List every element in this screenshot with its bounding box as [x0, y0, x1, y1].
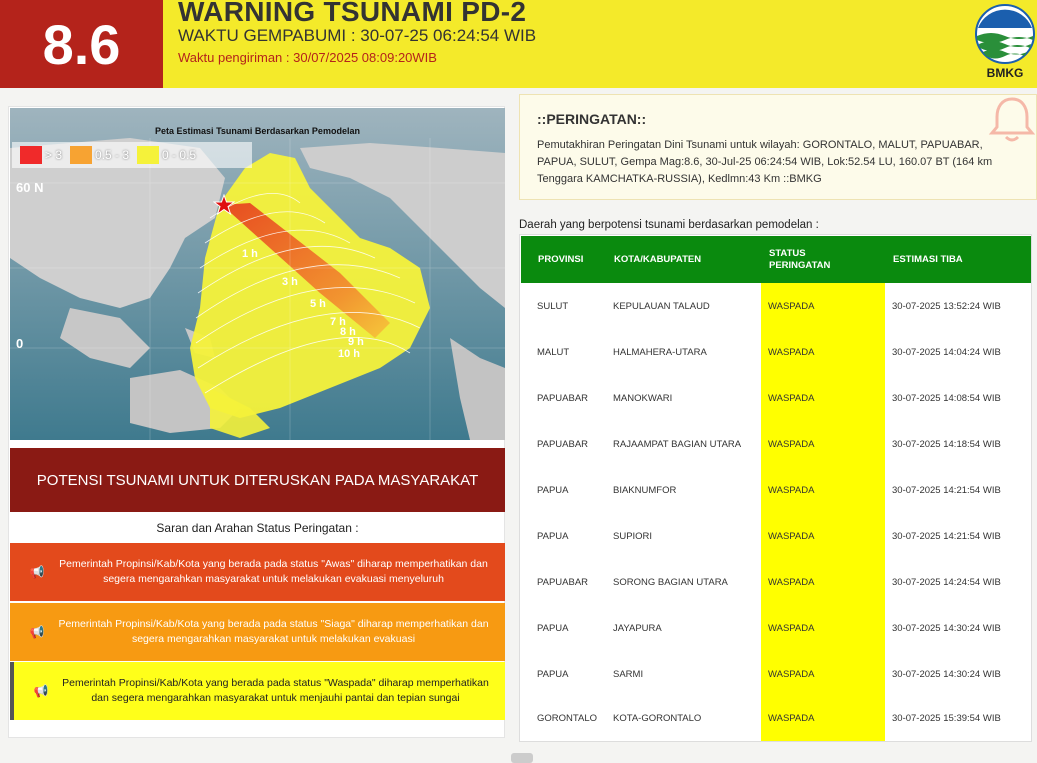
- cell-kota: JAYAPURA: [613, 622, 662, 634]
- cell-status: WASPADA: [768, 622, 815, 634]
- legend-swatch-orange: [70, 146, 92, 164]
- cell-kota: KOTA-GORONTALO: [613, 712, 702, 724]
- cell-tiba: 30-07-2025 15:39:54 WIB: [892, 712, 1001, 724]
- map-panel: [8, 106, 505, 738]
- wave-label: 5 h: [310, 298, 326, 310]
- magnitude-value: 8.6: [42, 12, 121, 76]
- cell-tiba: 30-07-2025 14:30:24 WIB: [892, 622, 1001, 634]
- table-row: [520, 329, 1031, 375]
- col-header-estimasi: ESTIMASI TIBA: [893, 253, 963, 265]
- legend-item: [20, 146, 62, 164]
- wave-label: 3 h: [282, 276, 298, 288]
- map-legend: [12, 142, 252, 168]
- cell-kota: BIAKNUMFOR: [613, 484, 677, 496]
- cell-kota: SUPIORI: [613, 530, 653, 542]
- legend-label: > 3: [45, 148, 63, 162]
- table-row: [520, 605, 1031, 651]
- bell-icon: [986, 95, 1037, 147]
- cell-provinsi: PAPUA: [537, 530, 569, 542]
- cell-tiba: 30-07-2025 14:21:54 WIB: [892, 484, 1001, 496]
- advisory-waspada: [10, 662, 505, 720]
- peringatan-text: Pemutakhiran Peringatan Dini Tsunami untuk wilayah: GORONTALO, MALUT, PAPUABAR, PAPUA, SULUT, Gempa Mag:8.6, 30-Jul-25 06:24:54 WIB, Lok:52.54 LU, 160.07 BT (164 km Tenggara KAMCHATKA-RUSSIA), Kedlmn:43 Km ::BMKG: [537, 139, 993, 185]
- table-row: [520, 467, 1031, 513]
- cell-kota: RAJAAMPAT BAGIAN UTARA: [613, 438, 742, 450]
- table-row: [520, 559, 1031, 605]
- megaphone-icon: 📢: [29, 564, 45, 579]
- megaphone-icon: 📢: [33, 683, 49, 698]
- table-header: [521, 236, 1031, 283]
- saran-heading: Saran dan Arahan Status Peringatan :: [156, 521, 359, 535]
- table-row: [520, 375, 1031, 421]
- legend-item: [137, 146, 196, 164]
- cell-kota: SORONG BAGIAN UTARA: [613, 576, 728, 588]
- cell-kota: SARMI: [613, 668, 644, 680]
- legend-item: [70, 146, 129, 164]
- cell-provinsi: PAPUA: [537, 622, 569, 634]
- wave-label: 1 h: [242, 248, 258, 260]
- wave-label: 10 h: [338, 348, 361, 360]
- page-title: WARNING TSUNAMI PD-2: [178, 0, 527, 27]
- cell-tiba: 30-07-2025 14:08:54 WIB: [892, 392, 1001, 404]
- cell-status: WASPADA: [768, 392, 815, 404]
- cell-provinsi: SULUT: [537, 300, 569, 312]
- cell-tiba: 30-07-2025 14:21:54 WIB: [892, 530, 1001, 542]
- logo-text: BMKG: [986, 66, 1024, 80]
- cell-provinsi: PAPUABAR: [537, 576, 589, 588]
- cell-provinsi: PAPUABAR: [537, 392, 589, 404]
- send-time: Waktu pengiriman : 30/07/2025 08:09:20WIB: [178, 50, 437, 65]
- cell-status: WASPADA: [768, 576, 815, 588]
- cell-tiba: 30-07-2025 14:18:54 WIB: [892, 438, 1001, 450]
- bmkg-logo-icon: [974, 2, 1036, 66]
- table-row: [520, 695, 1031, 741]
- warning-header: [0, 0, 1037, 88]
- col-header-kota: KOTA/KABUPATEN: [614, 253, 702, 265]
- advisory-text: Pemerintah Propinsi/Kab/Kota yang berada pada status "Awas" diharap memperhatikan dan segera mengarahkan masyarakat untuk melakukan evakuasi menyeluruh: [59, 558, 488, 585]
- wave-label: 8 h: [340, 326, 356, 338]
- lat-label-60n: 60 N: [16, 180, 44, 195]
- wave-label: 9 h: [348, 336, 364, 348]
- cell-status: WASPADA: [768, 484, 815, 496]
- map-title: Peta Estimasi Tsunami Berdasarkan Pemodelan: [155, 126, 360, 136]
- cell-provinsi: PAPUABAR: [537, 438, 589, 450]
- region-table: [519, 234, 1032, 742]
- cell-provinsi: GORONTALO: [537, 712, 597, 724]
- cell-tiba: 30-07-2025 14:04:24 WIB: [892, 346, 1001, 358]
- advisory-awas: [10, 543, 505, 601]
- legend-label: 0 - 0.5: [162, 148, 197, 162]
- peringatan-title: ::PERINGATAN::: [537, 111, 647, 127]
- cell-provinsi: PAPUA: [537, 484, 569, 496]
- cell-provinsi: PAPUA: [537, 668, 569, 680]
- col-header-provinsi: PROVINSI: [538, 253, 584, 265]
- legend-swatch-red: [20, 146, 42, 164]
- table-row: [520, 651, 1031, 697]
- cell-tiba: 30-07-2025 13:52:24 WIB: [892, 300, 1001, 312]
- advisory-siaga: [10, 603, 505, 661]
- earthquake-time: WAKTU GEMPABUMI : 30-07-25 06:24:54 WIB: [178, 26, 537, 45]
- legend-swatch-yellow: [137, 146, 159, 164]
- megaphone-icon: 📢: [29, 624, 45, 639]
- cell-status: WASPADA: [768, 668, 815, 680]
- wave-label: 7 h: [330, 316, 346, 328]
- cell-kota: MANOKWARI: [613, 392, 673, 404]
- lat-label-0: 0: [16, 336, 24, 351]
- legend-label: 0.5 - 3: [95, 148, 130, 162]
- bmkg-logo: [974, 2, 1036, 86]
- table-row: [520, 283, 1031, 329]
- magnitude-badge: [0, 0, 163, 88]
- table-row: [520, 513, 1031, 559]
- table-caption: Daerah yang berpotensi tsunami berdasarkan pemodelan :: [519, 219, 819, 231]
- epicenter-star-icon: [213, 194, 235, 216]
- advisory-text: Pemerintah Propinsi/Kab/Kota yang berada pada status "Waspada" diharap memperhatikan dan segera mengarahkan masyarakat untuk menjauhi pantai dan tepian sungai: [62, 677, 489, 704]
- cell-status: WASPADA: [768, 300, 815, 312]
- cell-tiba: 30-07-2025 14:30:24 WIB: [892, 668, 1001, 680]
- advisory-text: Pemerintah Propinsi/Kab/Kota yang berada pada status "Siaga" diharap memperhatikan dan segera mengarahkan masyarakat untuk melakukan evakuasi: [58, 618, 489, 645]
- peringatan-box: [519, 94, 1037, 200]
- cell-status: WASPADA: [768, 438, 815, 450]
- potensi-banner: POTENSI TSUNAMI UNTUK DITERUSKAN PADA MASYARAKAT: [10, 448, 505, 512]
- col-header-status: STATUS PERINGATAN: [769, 247, 831, 271]
- cell-kota: HALMAHERA-UTARA: [613, 346, 707, 358]
- scroll-handle[interactable]: [511, 753, 533, 763]
- cell-status: WASPADA: [768, 346, 815, 358]
- tsunami-map[interactable]: [10, 108, 505, 440]
- table-row: [520, 421, 1031, 467]
- cell-status: WASPADA: [768, 712, 815, 724]
- cell-provinsi: MALUT: [537, 346, 570, 358]
- cell-status: WASPADA: [768, 530, 815, 542]
- cell-tiba: 30-07-2025 14:24:54 WIB: [892, 576, 1001, 588]
- cell-kota: KEPULAUAN TALAUD: [613, 300, 710, 312]
